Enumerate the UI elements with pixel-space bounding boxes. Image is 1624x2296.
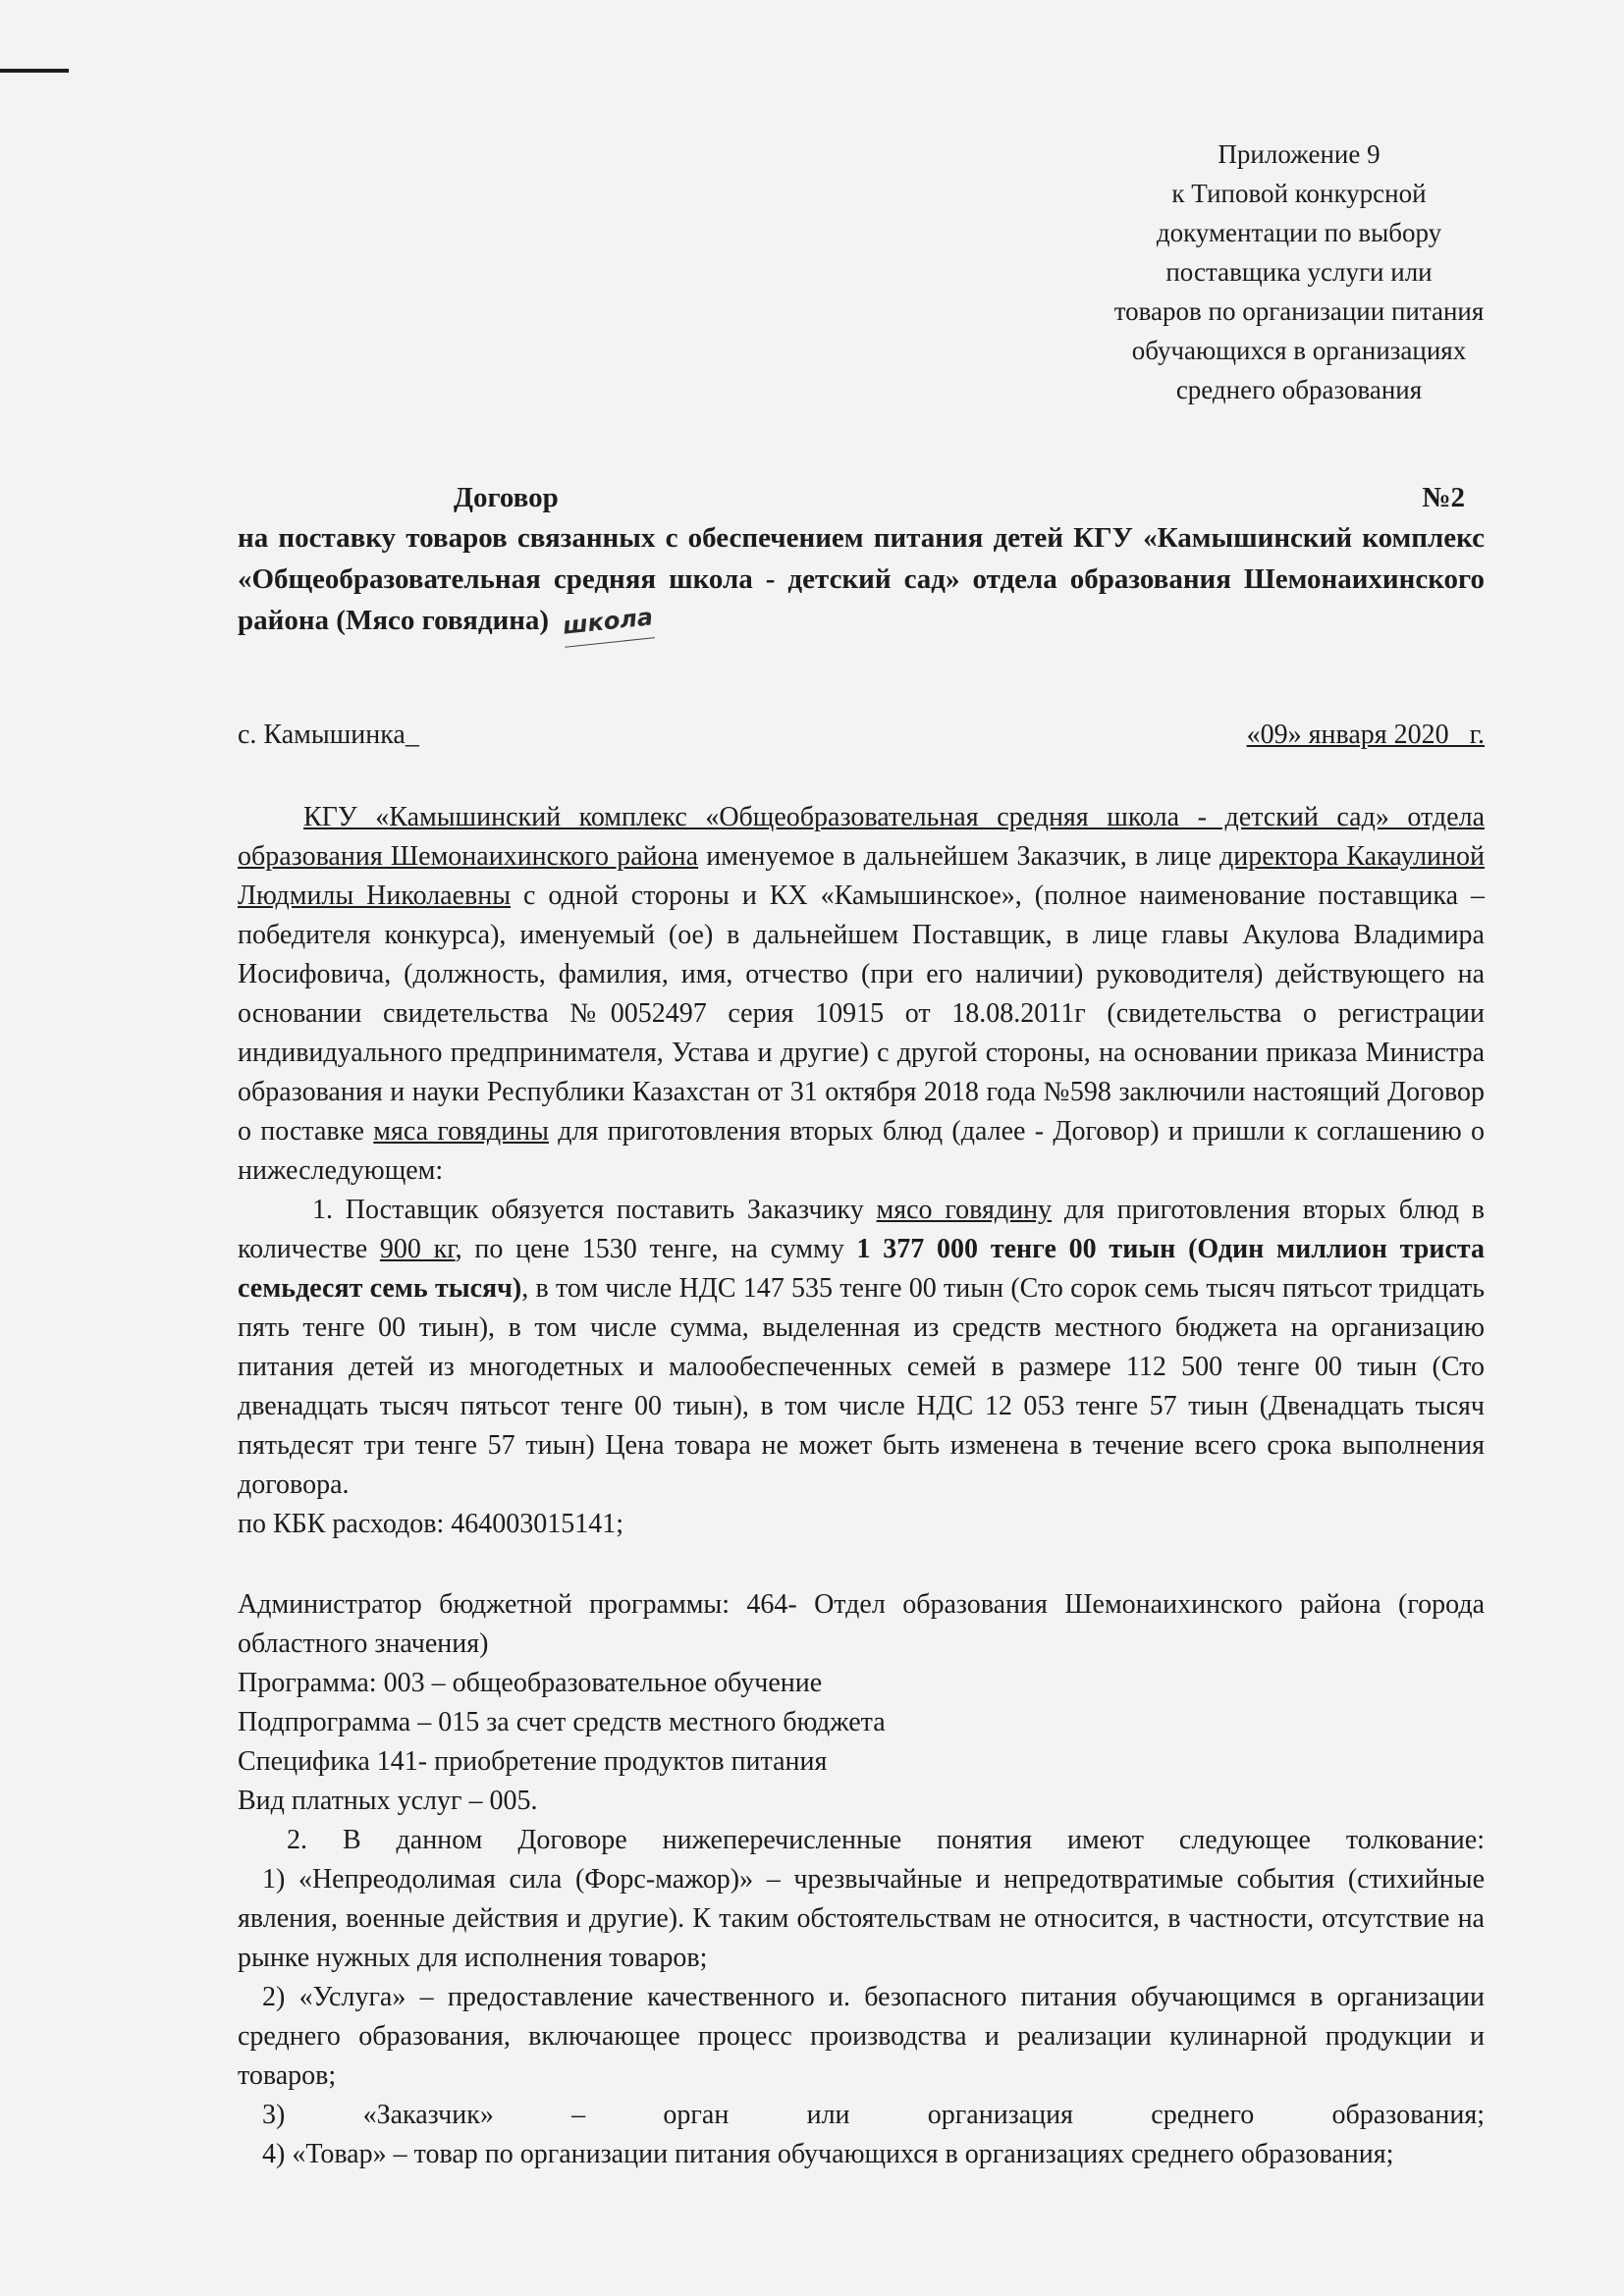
clause-1: [238, 1191, 1485, 1505]
appendix-line: к Типовой конкурсной: [1171, 179, 1427, 208]
clause-text: 1. Поставщик обязуется поставить Заказчику: [312, 1195, 877, 1225]
appendix-line: документации по выбору: [1156, 218, 1442, 247]
appendix-header: [1108, 134, 1490, 409]
definition-2: 2) «Услуга» – предоставление качественного и. безопасного питания обучающимся в организации среднего образования, включающее процесс производства и реализации кулинарной продукции и товаров;: [238, 1982, 1485, 2091]
clause-text: , в том числе НДС 147 535 тенге 00 тиын (Сто сорок семь тысяч пятьсот тридцать пять тенге 00 тиын), в том числе сумма, выделенная из средств местного бюджета на организацию питания детей из многодетных и малообеспеченных семей в размере 112 500 тенге 00 тиын (Сто двенадцать тысяч пятьсот тенге 00 тиын), в том числе НДС 12 053 тенге 57 тиын (Двенадцать тысяч пятьдесят три тенге 57 тиын) Цена товара не может быть изменена в течение всего срока выполнения договора.: [238, 1273, 1485, 1500]
budget-paid-services: Вид платных услуг – 005.: [238, 1786, 538, 1816]
budget-specifics: Специфика 141- приобретение продуктов питания: [238, 1746, 828, 1777]
contract-title-word: Договор: [454, 482, 559, 513]
budget-program: Программа: 003 – общеобразовательное обучение: [238, 1668, 823, 1698]
intro-text: для приготовления вторых блюд (далее - Договор) и пришли к соглашению о нижеследующем:: [238, 1116, 1485, 1186]
contract-date: «09» января 2020_ г.: [1246, 720, 1485, 750]
scan-edge-mark: [0, 69, 69, 73]
clause-1-sum: 1 377 000 тенге 00 тиын (Один миллион триста семьдесят семь тысяч): [238, 1234, 1485, 1304]
contract-number: №2: [1422, 482, 1465, 513]
contract-subtitle: [238, 517, 1485, 643]
handwritten-signature: школа: [561, 596, 655, 647]
intro-paragraph: [238, 798, 1485, 1191]
place-city: с. Камышинка_: [238, 720, 419, 750]
appendix-line: Приложение 9: [1218, 139, 1380, 169]
clause-text: , по цене 1530 тенге, на сумму: [455, 1234, 857, 1264]
definition-3: 3) «Заказчик» – орган или организация среднего образования;: [262, 2100, 1485, 2130]
clause-1-quantity: 900 кг: [379, 1234, 456, 1264]
customer-organization: КГУ «Камышинский комплекс «Общеобразовательная средняя школа - детский сад» отдела образования Шемонаихинского района: [238, 802, 1485, 872]
appendix-line: поставщика услуги или: [1165, 257, 1433, 287]
definition-4: 4) «Товар» – товар по организации питания обучающихся в организациях среднего образования;: [262, 2139, 1394, 2169]
contract-subtitle-text: на поставку товаров связанных с обеспечением питания детей КГУ «Камышинский комплекс «Общеобразовательная средняя школа - детский сад» отдела образования Шемонаихинского района (Мясо говядина): [238, 522, 1485, 636]
intro-text: с одной стороны и КХ «Камышинское», (полное наименование поставщика – победителя конкурса), именуемый (ое) в дальнейшем Поставщик, в лице главы Акулова Владимира Иосифовича, (должность, фамилия, имя, отчество (при его наличии) руководителя) действующего на основании свидетельства №0052497 серия 10915 от 18.08.2011г (свидетельства о регистрации индивидуального предпринимателя, Устава и другие) с другой стороны, на основании приказа Министра образования и науки Республики Казахстан от 31 октября 2018 года №598 заключили настоящий Договор о поставке: [238, 881, 1485, 1147]
appendix-line: товаров по организации питания: [1113, 296, 1485, 326]
place-date-row: [238, 716, 1485, 755]
contract-body: [238, 478, 1485, 2174]
budget-subprogram: Подпрограмма – 015 за счет средств местного бюджета: [238, 1707, 886, 1737]
clause-2-intro: 2. В данном Договоре нижеперечисленные понятия имеют следующее толкование:: [287, 1825, 1485, 1855]
appendix-line: среднего образования: [1175, 375, 1423, 404]
definition-1: 1) «Непреодолимая сила (Форс-мажор)» – чрезвычайные и непредотвратимые события (стихийные явления, военные действия и другие). К таким обстоятельствам не относится, в частности, отсутствие на рынке нужных для исполнения товаров;: [238, 1864, 1485, 1973]
clause-text: для приготовления вторых блюд в количестве: [238, 1195, 1486, 1264]
contract-title: [238, 478, 1465, 517]
kbk-line: по КБК расходов: 464003015141;: [238, 1509, 624, 1539]
intro-text: именуемое в дальнейшем Заказчик, в лице: [698, 841, 1219, 872]
appendix-line: обучающихся в организациях: [1131, 336, 1467, 365]
product-name: мяса говядины: [373, 1116, 549, 1147]
budget-admin: Администратор бюджетной программы: 464- Отдел образования Шемонаихинского района (города областного значения): [238, 1589, 1485, 1659]
clause-1-product: мясо говядину: [876, 1195, 1053, 1225]
customer-director: директора Какаулиной Людмилы Николаевны: [238, 841, 1485, 911]
